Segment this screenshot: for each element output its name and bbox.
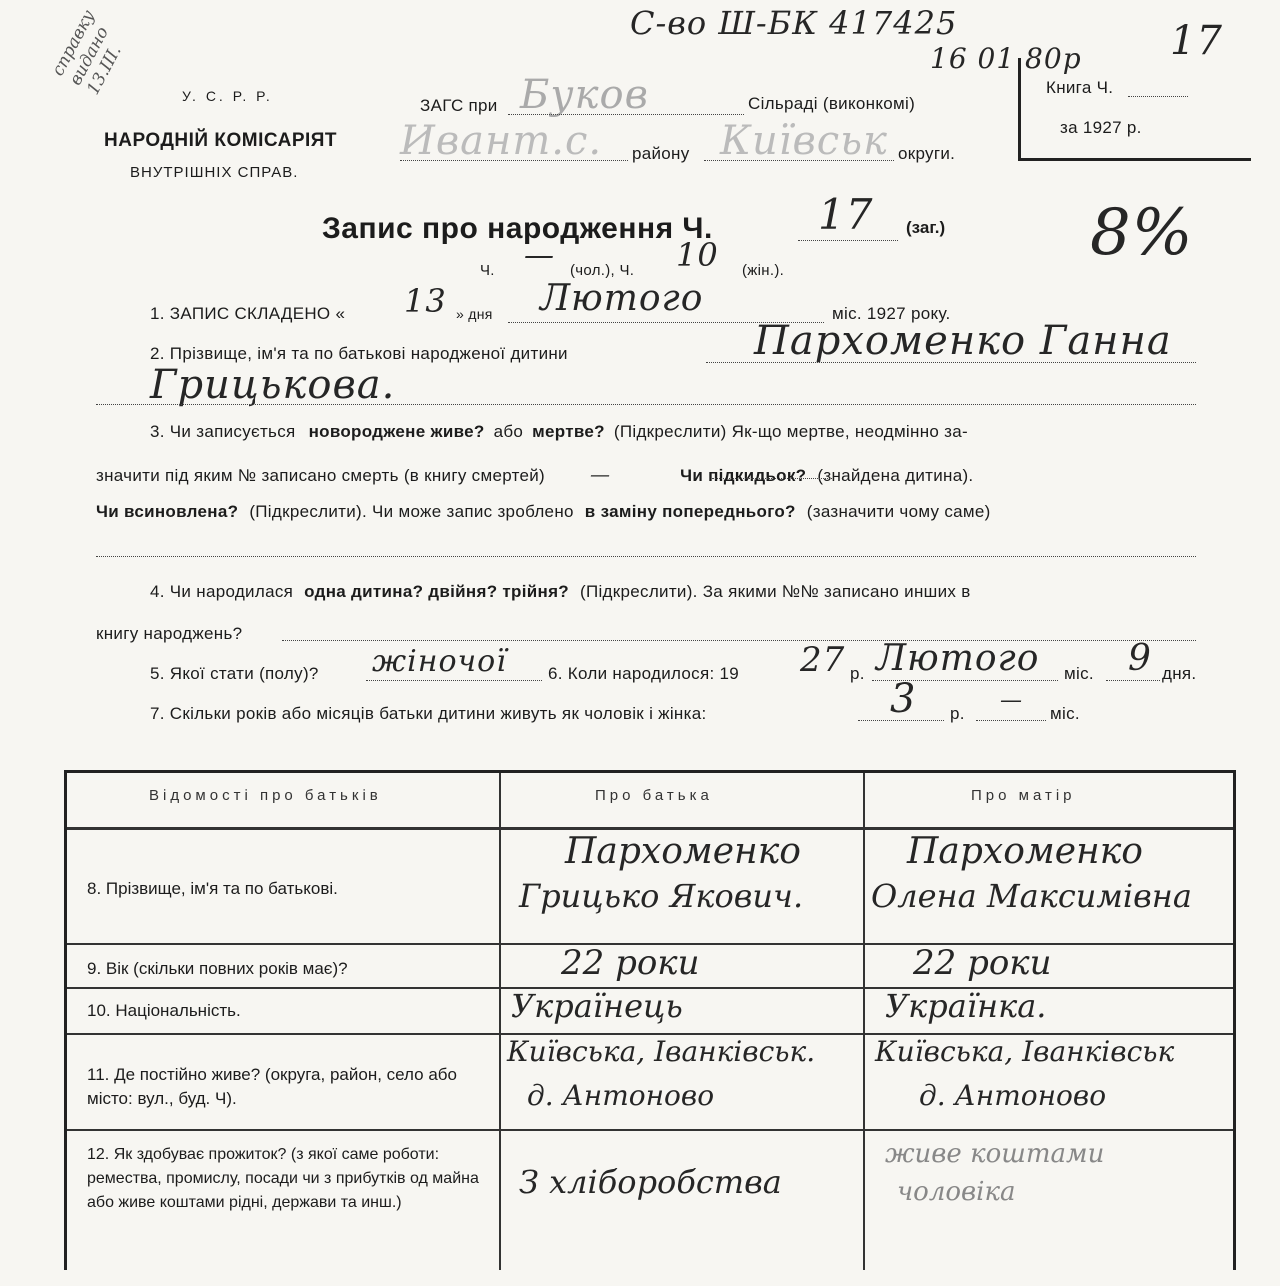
row10-mother: Українка.	[885, 987, 1047, 1025]
table-header-info: Відомості про батьків	[149, 787, 382, 804]
f1-prefix: 1. ЗАПИС СКЛАДЕНО «	[150, 304, 346, 323]
book-year: за 1927 р.	[1060, 118, 1142, 137]
row11-mother-1: Київська, Іванківськ	[875, 1035, 1175, 1068]
row12-label: 12. Як здобуває прожиток? (з якої саме роботи: ремества, промислу, посади чи з прибутків од майна або живе коштами рідні, держави та инш.)	[87, 1146, 479, 1211]
female-count: 10	[676, 236, 719, 274]
row8-mother-1: Пархоменко	[907, 831, 1143, 872]
ussr-label: У. С. Р. Р.	[182, 88, 273, 104]
zags-prefix: ЗАГС при	[420, 96, 498, 115]
f2-label: 2. Прізвище, ім'я та по батькові народженої дитини	[150, 344, 568, 363]
f3-e: (Підкреслити) Як-що мертве, неодмінно за-	[613, 422, 968, 441]
f3-line2a: значити під яким № записано смерть (в книгу смертей)	[96, 466, 546, 485]
record-title: Запис про народження Ч.	[322, 212, 713, 245]
f6-dnia: дня.	[1162, 664, 1197, 683]
f7-years: 3	[890, 676, 917, 722]
row8-father-1: Пархоменко	[565, 831, 801, 872]
book-label: Книга Ч.	[1046, 78, 1114, 97]
f1-day: 13	[404, 282, 447, 320]
margin-note: справку видано 13.III.	[48, 6, 126, 99]
row9-label: 9. Вік (скільки повних років має)?	[87, 959, 348, 978]
f4-b: одна дитина? двійня? трійня?	[304, 582, 569, 601]
f4-c: (Підкреслити). За якими №№ записано инших в	[580, 582, 971, 601]
row12-mother-2: чоловіка	[897, 1177, 1016, 1207]
row11-label: 11. Де постійно живе? (округа, район, село або місто: вул., буд. Ч).	[87, 1065, 457, 1108]
f6-day: 9	[1128, 638, 1152, 679]
row9-father: 22 роки	[561, 943, 700, 983]
f6-month: Лютого	[876, 638, 1040, 679]
f1-month: Лютого	[540, 278, 704, 319]
district-label: району	[632, 144, 690, 163]
table-header-father: Про батька	[595, 787, 713, 804]
f5-hand: жіночої	[372, 644, 507, 679]
row11-father-2: д. Антоново	[527, 1079, 715, 1112]
dept-label: ВНУТРІШНІХ СПРАВ.	[130, 164, 299, 181]
f7-r: р.	[950, 704, 965, 723]
f3-line2c: (знайдена дитина).	[817, 466, 974, 485]
table-header-mother: Про матір	[971, 787, 1076, 804]
f3-line3c: в заміну попереднього?	[584, 502, 796, 521]
f2-hand2: Грицькова.	[150, 362, 396, 408]
row9-mother: 22 роки	[913, 943, 1052, 983]
commissariat-label: НАРОДНІЙ КОМІСАРІЯТ	[104, 130, 338, 151]
row10-label: 10. Національність.	[87, 1001, 241, 1020]
archive-ref-line1: С-во Ш-БК 417425	[630, 4, 958, 42]
row10-father: Українець	[511, 987, 683, 1025]
row8-label: 8. Прізвище, ім'я та по батькові.	[87, 879, 338, 898]
side-mark: 8%	[1090, 196, 1194, 270]
row12-mother-1: живе коштами	[885, 1139, 1105, 1169]
okrug-label: округи.	[898, 144, 956, 163]
district-hand: Ивант.с.	[400, 118, 603, 164]
male-suffix: (чол.), Ч.	[570, 262, 635, 279]
f3-line2-hand: —	[590, 462, 612, 486]
f3-a: 3. Чи записується	[150, 422, 296, 441]
f7-mis: міс.	[1050, 704, 1080, 723]
row8-mother-2: Олена Максимівна	[871, 877, 1192, 915]
f3-line3b: (Підкреслити). Чи може запис зроблено	[249, 502, 574, 521]
village-suffix: Сільраді (виконкомі)	[748, 94, 916, 113]
male-prefix: Ч.	[480, 262, 495, 279]
f7-label: 7. Скільки років або місяців батьки дитини живуть як чоловік і жінка:	[150, 704, 707, 723]
row11-father-1: Київська, Іванківськ.	[507, 1035, 816, 1068]
record-total-suffix: (заг.)	[906, 218, 946, 237]
f4-line2: книгу народжень?	[96, 624, 243, 643]
f7-months: —	[1000, 688, 1023, 713]
f3-line2b: Чи підкидьок?	[680, 466, 807, 485]
f6-mis: міс.	[1064, 664, 1094, 683]
corner-number: 17	[1170, 18, 1223, 64]
f3-c: або	[493, 422, 524, 441]
row11-mother-2: д. Антоново	[919, 1079, 1107, 1112]
f6-year: 27	[800, 640, 846, 680]
f3-d: мертве?	[532, 422, 605, 441]
okrug-hand: Київськ	[720, 118, 888, 164]
f5-label: 5. Якої стати (полу)?	[150, 664, 319, 683]
f4-a: 4. Чи народилася	[150, 582, 294, 601]
f1-mid: » дня	[456, 306, 493, 322]
f6-label: 6. Коли народилося: 19	[548, 664, 740, 683]
archive-ref-line2: 16 01 80р	[930, 42, 1082, 75]
f1-suffix: міс. 1927 року.	[832, 304, 951, 323]
f3-b: новороджене живе?	[308, 422, 485, 441]
female-suffix: (жін.).	[742, 262, 785, 279]
parents-table	[64, 770, 1236, 1270]
f2-hand1: Пархоменко Ганна	[754, 318, 1172, 364]
row12-father: З хліборобства	[519, 1163, 782, 1201]
village-hand: Буков	[520, 72, 649, 118]
f3-line3a: Чи всиновлена?	[96, 502, 239, 521]
book-box	[1018, 58, 1251, 161]
record-number: 17	[818, 190, 874, 239]
f6-r: р.	[850, 664, 865, 683]
row8-father-2: Грицько Якович.	[519, 877, 804, 915]
male-count: —	[524, 238, 555, 273]
f3-line3d: (зазначити чому саме)	[806, 502, 991, 521]
